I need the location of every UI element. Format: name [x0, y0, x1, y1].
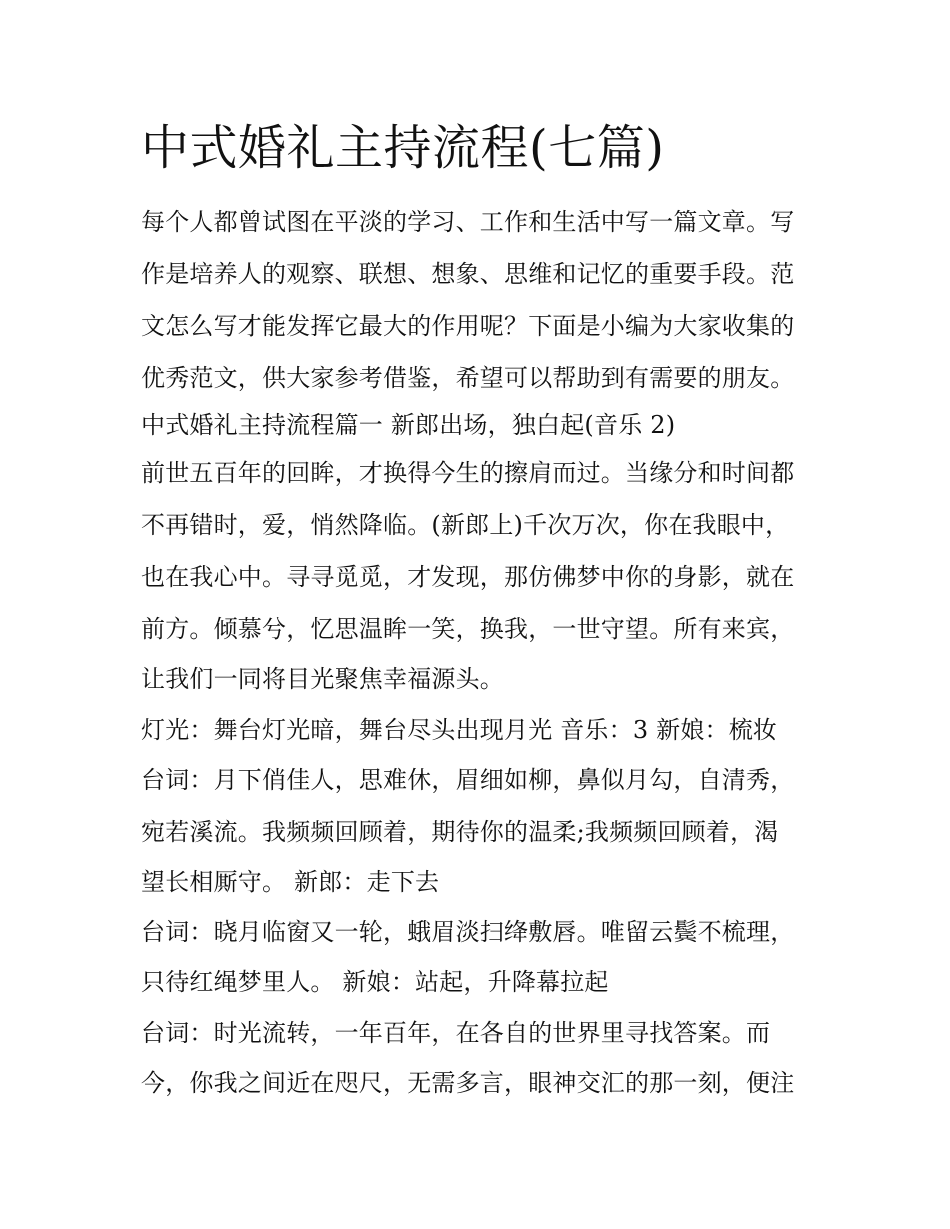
body-line: 中式婚礼主持流程篇一 新郎出场，独白起(音乐 2): [141, 411, 676, 439]
body-line: 只待红绳梦里人。 新娘：站起，升降幕拉起: [141, 968, 609, 996]
body-line: 每个人都曾试图在平淡的学习、工作和生活中写一篇文章。写: [141, 208, 795, 236]
body-line: 宛若溪流。我频频回顾着，期待你的温柔;我频频回顾着，渴: [141, 818, 779, 846]
body-line: 前方。倾慕兮，忆思温眸一笑，换我，一世守望。所有来宾，: [141, 615, 795, 643]
body-line: 优秀范文，供大家参考借鉴，希望可以帮助到有需要的朋友。: [141, 364, 795, 392]
body-line: 文怎么写才能发挥它最大的作用呢？下面是小编为大家收集的: [141, 312, 795, 340]
body-line: 不再错时，爱，悄然降临。(新郎上)千次万次，你在我眼中，: [141, 511, 790, 539]
body-line: 望长相厮守。 新郎：走下去: [141, 868, 440, 896]
body-line: 让我们一同将目光聚焦幸福源头。: [141, 665, 504, 693]
body-line: 作是培养人的观察、联想、想象、思维和记忆的重要手段。范: [141, 260, 795, 288]
body-line: 也在我心中。寻寻觅觅，才发现，那仿佛梦中你的身影，就在: [141, 563, 795, 591]
body-line: 前世五百年的回眸，才换得今生的擦肩而过。当缘分和时间都: [141, 459, 795, 487]
document-title: 中式婚礼主持流程(七篇): [141, 120, 665, 176]
body-line: 灯光：舞台灯光暗，舞台尽头出现月光 音乐：3 新娘：梳妆: [141, 716, 778, 744]
body-line: 台词：晓月临窗又一轮，蛾眉淡扫绛敷唇。唯留云鬓不梳理，: [141, 918, 795, 946]
body-line: 台词：月下俏佳人，思难休，眉细如柳，鼻似月勾，自清秀，: [141, 766, 795, 794]
body-line: 今，你我之间近在咫尺，无需多言，眼神交汇的那一刻，便注: [141, 1069, 795, 1097]
body-line: 台词：时光流转，一年百年，在各自的世界里寻找答案。而: [141, 1019, 771, 1047]
